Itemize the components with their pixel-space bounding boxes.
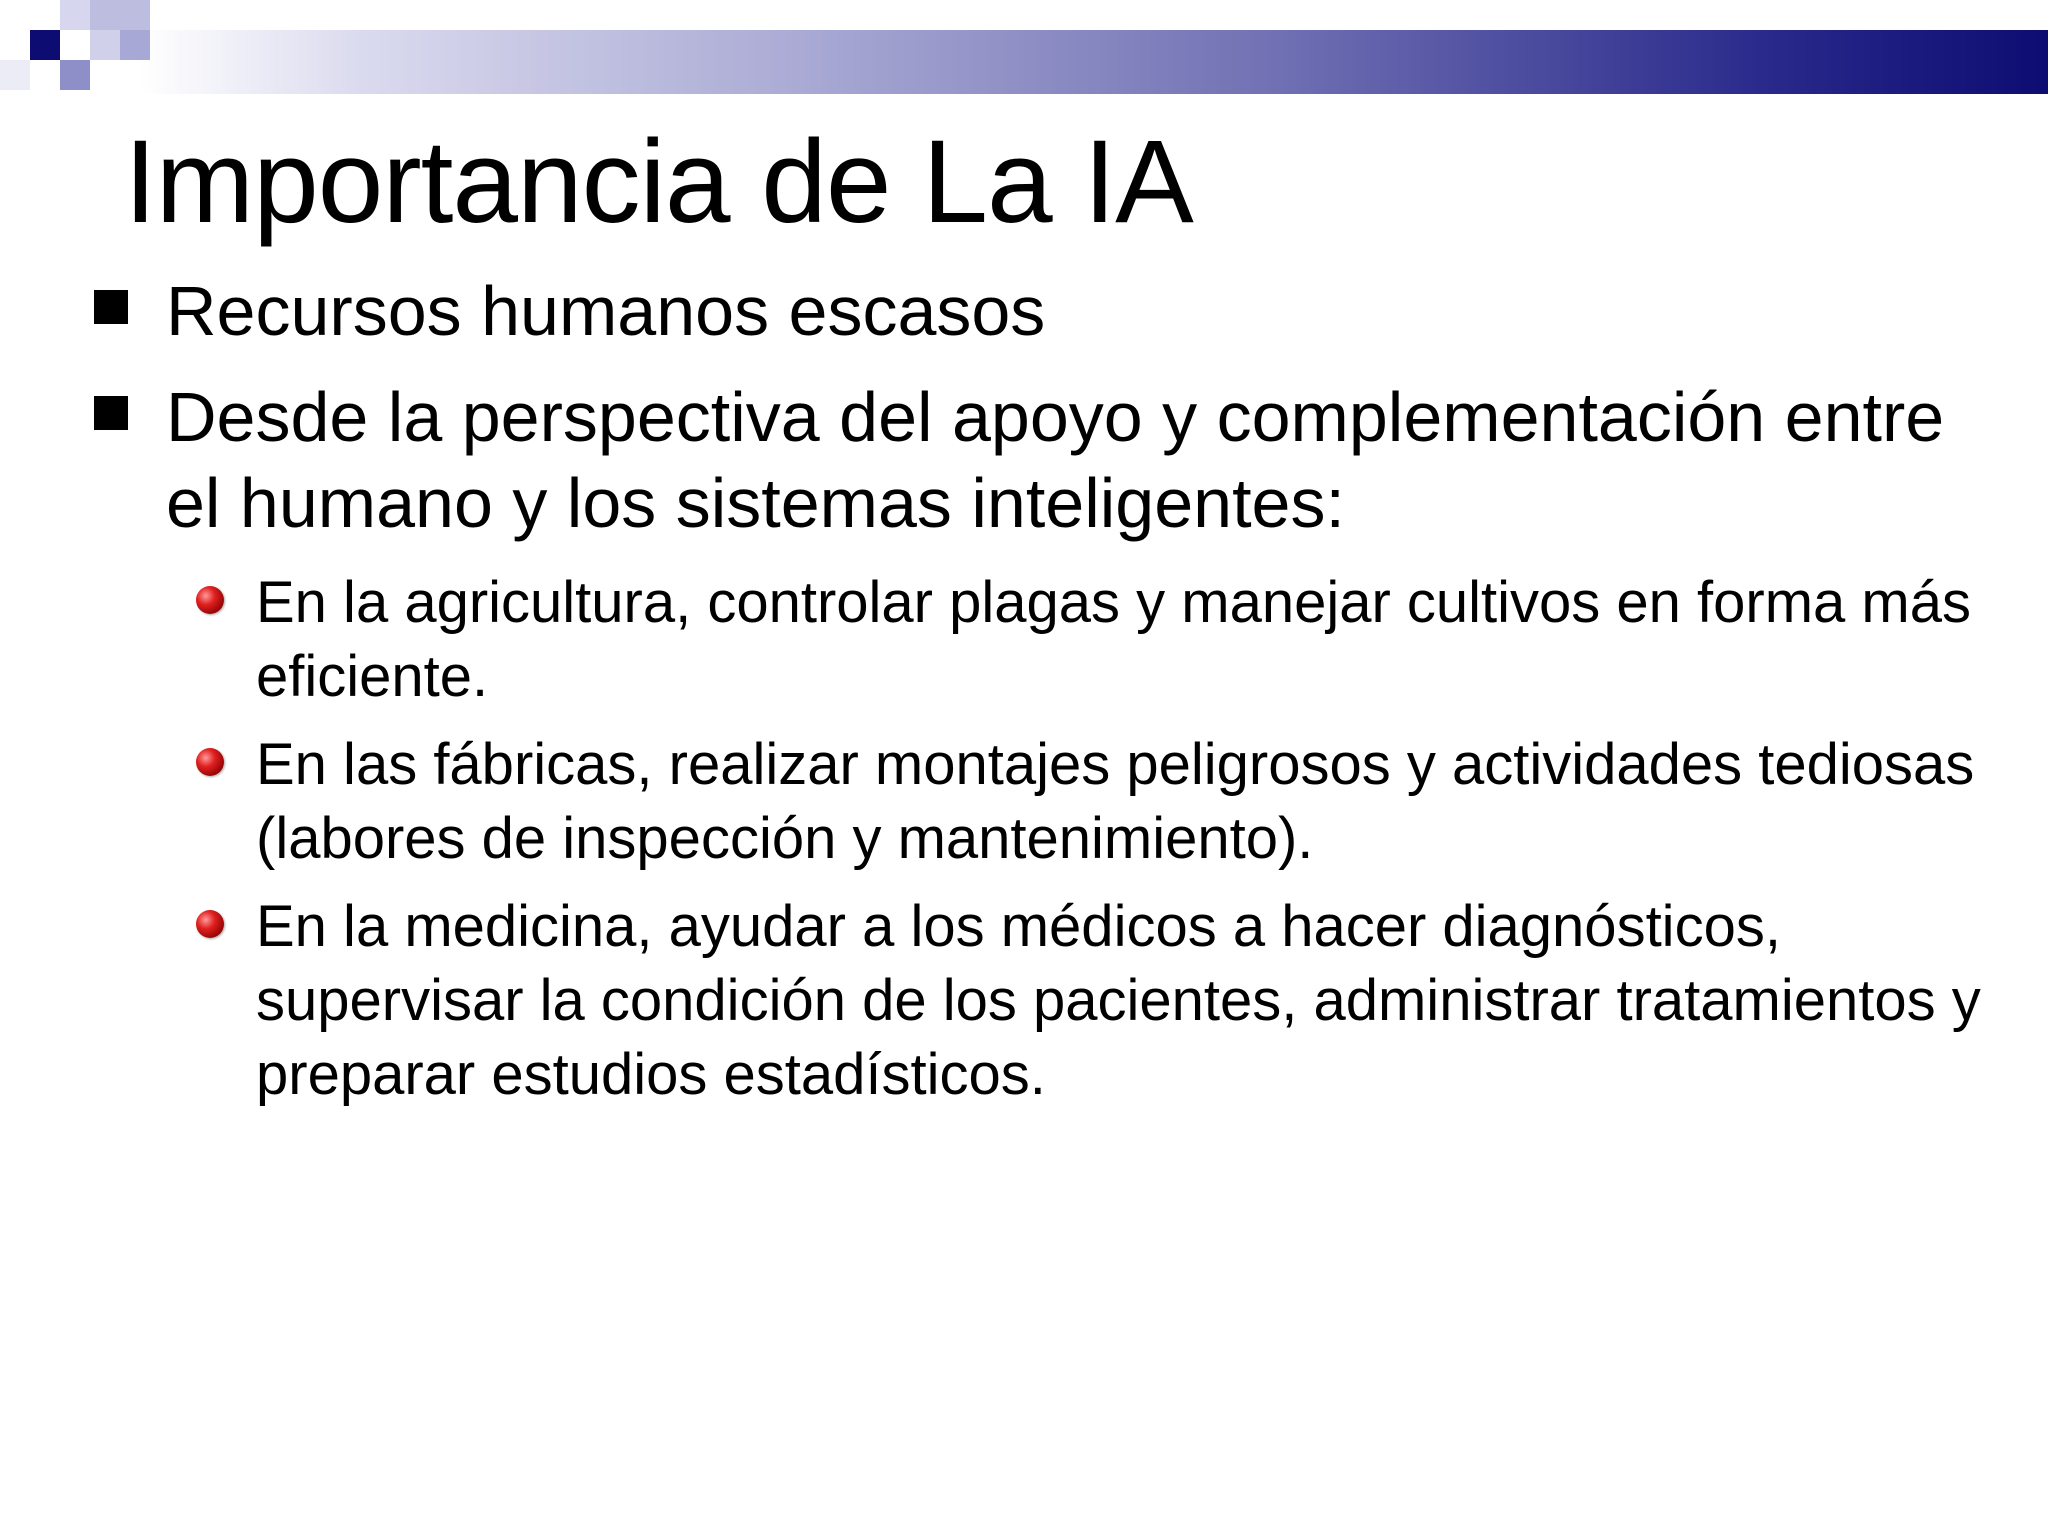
decorative-square	[90, 0, 150, 30]
bullet-item	[90, 374, 1990, 546]
decorative-square	[120, 30, 150, 60]
decorative-square	[60, 0, 90, 30]
sub-bullet-item	[166, 890, 1990, 1112]
sub-bullet-list	[90, 566, 1990, 1112]
red-sphere-bullet-icon	[196, 748, 224, 776]
decorative-square	[60, 60, 90, 90]
decorative-square	[0, 60, 30, 90]
decorative-square	[90, 30, 120, 60]
bullet-text: Desde la perspectiva del apoyo y complementación entre el humano y los sistemas inteligentes:	[166, 378, 1945, 542]
sub-bullet-item	[166, 728, 1990, 876]
square-bullet-icon	[94, 290, 128, 324]
red-sphere-bullet-icon	[196, 586, 224, 614]
sub-bullet-item	[166, 566, 1990, 714]
bullet-item	[90, 268, 1990, 354]
header-gradient-bar	[140, 30, 2048, 94]
square-bullet-icon	[94, 396, 128, 430]
sub-bullet-text: En la medicina, ayudar a los médicos a hacer diagnósticos, supervisar la condición de los pacientes, administrar tratamientos y preparar estudios estadísticos.	[256, 894, 1981, 1107]
bullet-text: Recursos humanos escasos	[166, 272, 1046, 350]
slide-title: Importancia de La IA	[124, 116, 1193, 248]
sub-bullet-text: En las fábricas, realizar montajes peligrosos y actividades tediosas (labores de inspección y mantenimiento).	[256, 732, 1975, 871]
decorative-square	[30, 30, 60, 60]
bullet-list	[90, 268, 1990, 1126]
sub-bullet-text: En la agricultura, controlar plagas y manejar cultivos en forma más eficiente.	[256, 570, 1971, 709]
red-sphere-bullet-icon	[196, 910, 224, 938]
